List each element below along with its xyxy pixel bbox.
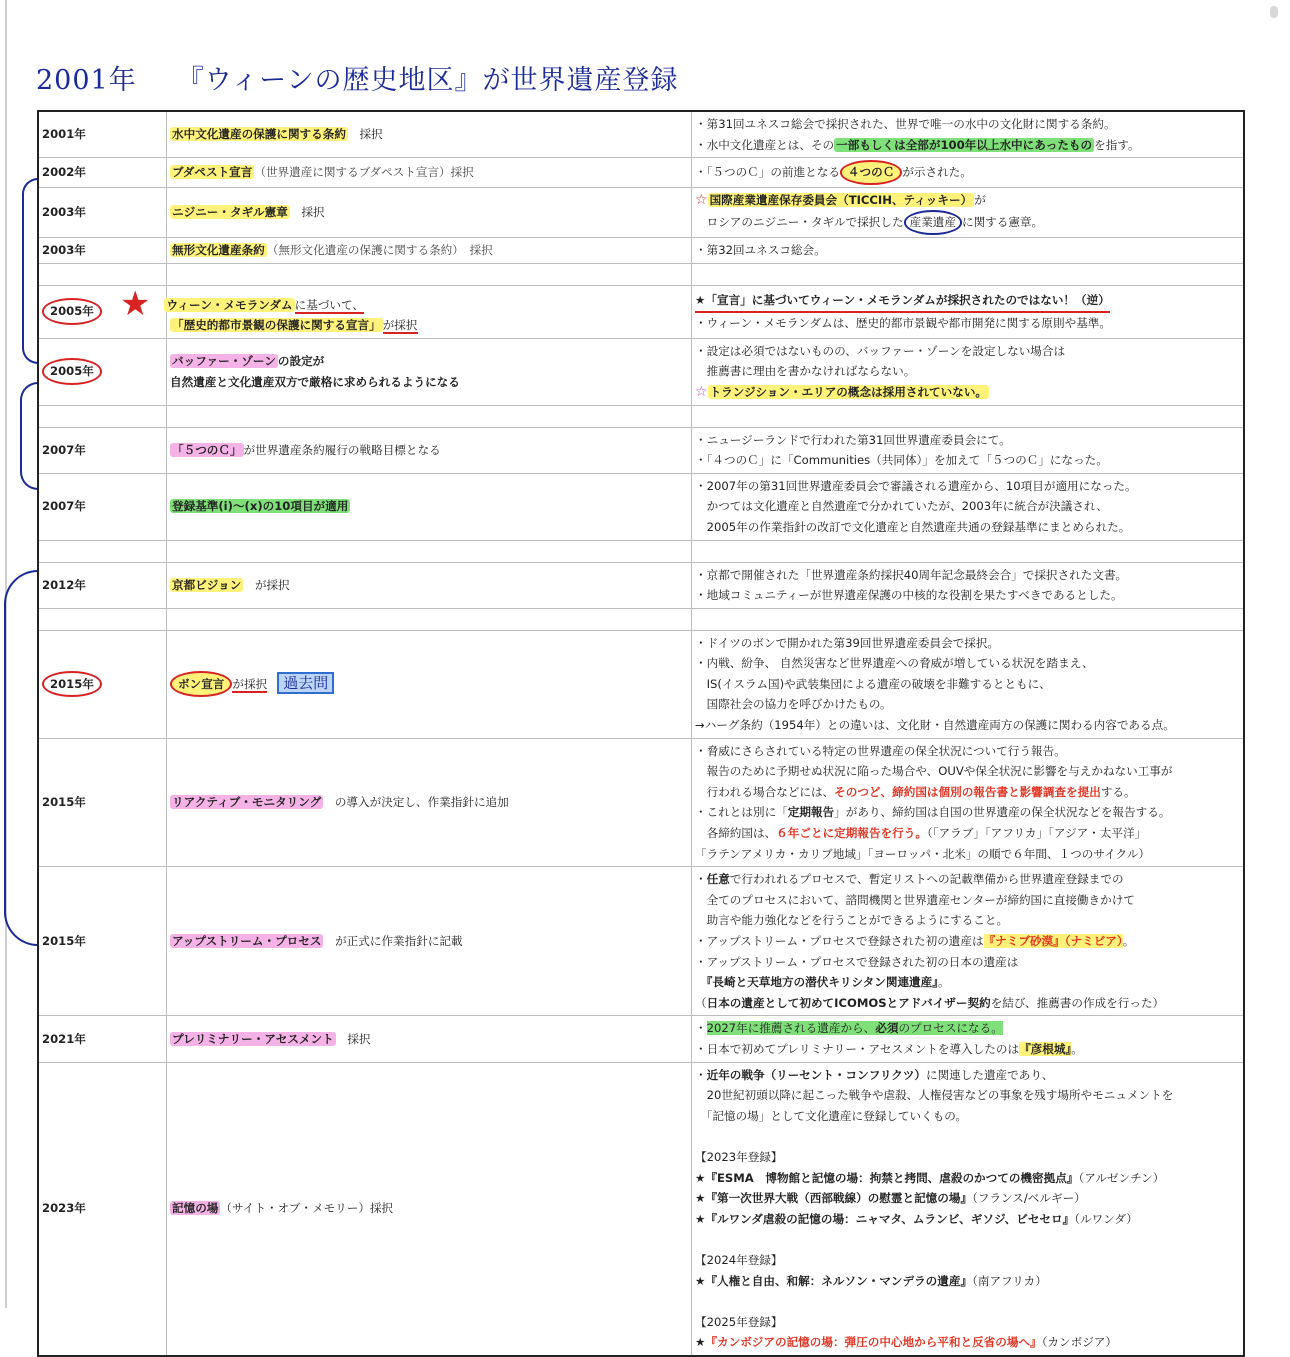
event-name: ブダペスト宣言 <box>172 165 253 180</box>
event-suffix: が正式に作業指針に記載 <box>335 934 463 948</box>
note-line <box>695 496 1240 517</box>
note-line: ・内戦、紛争、 自然災害など世界遺産への脅威が増している状況を踏まえ、 <box>695 656 1094 671</box>
note-highlight: のプロセスになる。 <box>898 1021 1003 1036</box>
event-name: 水中文化遺産の保護に関する条約 <box>172 127 346 142</box>
bracket-2007 <box>20 382 38 490</box>
note-line <box>695 135 1240 156</box>
note-text: が <box>974 192 986 207</box>
event-cell <box>167 338 692 405</box>
event-name: 記憶の場 <box>172 1201 219 1216</box>
event-cell <box>167 562 692 608</box>
note-line: ・アップストリーム・プロセスで登録された初の日本の遺産は <box>695 954 1019 969</box>
note-cell <box>692 158 1245 188</box>
event-name: プレリミナリー・アセスメント <box>172 1031 334 1046</box>
note-text: 各締約国は、 <box>706 826 777 841</box>
note-bold: ★『第一次世界大戦（西部戦線）の慰霊と記憶の場』 <box>695 1191 973 1206</box>
note-line <box>695 1126 1240 1147</box>
year-cell: 2015年 <box>38 738 167 867</box>
note-line <box>695 802 1240 823</box>
note-text: （アルゼンチン） <box>1078 1170 1165 1185</box>
note-highlight: 国際産業遺産保存委員会（TICCIH、ティッキー） <box>709 192 973 207</box>
event-cell <box>167 1062 692 1356</box>
note-line <box>695 1039 1240 1060</box>
note-text: （「アラブ」「アフリカ」「アジア・太平洋」 <box>926 826 1147 841</box>
year-cell: 2007年 <box>38 427 167 473</box>
event-name: 京都ビジョン <box>172 577 242 592</box>
table-row <box>38 338 1244 405</box>
note-text: 」があり、締約国は自国の世界遺産の保全状況などを報告する。 <box>834 805 1171 820</box>
note-line <box>695 1085 1240 1106</box>
note-cell <box>692 1016 1245 1062</box>
note-line <box>695 910 1240 931</box>
bracket-2015 <box>4 570 38 946</box>
note-line: ・2027年に推薦される遺産から、必須のプロセスになる。 <box>695 1021 1003 1036</box>
note-text: 2005年の作業指針の改訂で文化遺産と自然遺産共通の登録基準にまとめられた。 <box>706 519 1131 534</box>
note-text: 行われる場合などには、 <box>706 784 835 799</box>
table-row <box>38 738 1244 867</box>
year-cell: 2003年 <box>38 187 167 237</box>
event-name: バッファー・ゾーン <box>172 354 276 369</box>
note-text: 国際社会の協力を呼びかけたもの。 <box>706 697 892 712</box>
note-line <box>695 823 1240 844</box>
note-highlight: 一部もしくは全部が100年以上水中にあったもの <box>836 137 1093 152</box>
event-cell <box>167 187 692 237</box>
spacer-row <box>38 263 1244 285</box>
handwritten-title <box>36 58 719 106</box>
note-text: ・これとは別に「 <box>695 805 788 820</box>
note-cell <box>692 187 1245 237</box>
note-line <box>695 361 1240 382</box>
event-cell <box>167 237 692 263</box>
note-text: （ <box>695 995 707 1010</box>
table-row <box>38 1016 1244 1062</box>
heritage-timeline-table <box>37 110 1245 1357</box>
event-suffix: が世界遺産条約履行の戦略目標となる <box>243 442 441 457</box>
spacer-row <box>38 405 1244 427</box>
event-cell <box>167 111 692 158</box>
note-line: ・ウィーン・メモランダムは、歴史的都市景観や都市開発に関する原則や基準。 <box>695 315 1111 330</box>
note-highlight-circled: ４つのＣ <box>840 160 902 185</box>
event-suffix: 採択 <box>301 205 325 220</box>
table-row <box>38 111 1244 158</box>
star-icon: ☆ <box>695 383 708 400</box>
note-cell <box>692 562 1245 608</box>
note-text: かつては文化遺産と自然遺産で分かれていたが、2003年に統合が決議され、 <box>706 499 1108 514</box>
note-text: に関連した遺産であり、 <box>925 1067 1054 1082</box>
event-text: に基づいて、 <box>294 297 364 312</box>
note-line: ・地域コミュニティーが世界遺産保護の中核的な役割を果たすべきであるとした。 <box>695 588 1123 603</box>
note-text: 。 <box>1122 934 1135 948</box>
table-row <box>38 237 1244 263</box>
event-suffix: が採択 <box>232 676 268 691</box>
note-line <box>695 694 1240 715</box>
event-name: ウィーン・メモランダム <box>166 297 293 312</box>
note-text: 全てのプロセスにおいて、諮問機関と世界遺産センターが締約国に直接働きかけて <box>706 892 1135 907</box>
note-cell <box>692 427 1245 473</box>
note-line <box>695 1209 1240 1230</box>
note-bold: 『長崎と天草地方の潜伏キリシタン関連遺産』 <box>706 975 939 990</box>
note-line <box>695 1332 1240 1353</box>
spacer-row <box>38 608 1244 630</box>
note-line: ・ニュージーランドで行われた第31回世界遺産委員会にて。 <box>695 432 1011 447</box>
year-cell: 2021年 <box>38 1016 167 1062</box>
note-text: 。 <box>938 975 950 990</box>
note-line <box>695 210 1240 235</box>
note-red: 『ナミブ砂漠』（ナミビア） <box>983 934 1123 948</box>
table-row <box>38 473 1244 540</box>
note-bold: 定期報告 <box>787 805 835 820</box>
note-cell <box>692 111 1245 158</box>
note-line: ★「宣言」に基づいてウィーン・メモランダムが採択されたのではない！（逆） <box>695 290 1110 313</box>
year-cell: 2001年 <box>38 111 167 158</box>
note-line: 【2023年登録】 <box>695 1149 783 1164</box>
event-suffix: 採択 <box>359 127 383 142</box>
note-text: 報告のために予期せぬ状況に陥った場合や、OUVや保全状況に影響を与えかねない工事が <box>706 764 1173 779</box>
note-text: が示された。 <box>902 165 972 180</box>
event-cell <box>120 283 692 338</box>
year-cell: 2003年 <box>38 237 167 263</box>
note-line <box>695 1229 1240 1250</box>
note-line: 【2025年登録】 <box>695 1314 783 1329</box>
event-name: 「歴史的都市景観の保護に関する宣言」 <box>172 318 381 333</box>
note-line: ・2007年の第31回世界遺産委員会で審議される遺産から、10項目が適用になった。 <box>695 478 1137 493</box>
table-row <box>38 187 1244 237</box>
handwritten-text: 『ウィーンの歴史地区』が世界遺産登録 <box>176 65 679 96</box>
note-highlight: 2027年に推薦される遺産から、 <box>706 1021 876 1036</box>
note-line: ・脅威にさらされている特定の世界遺産の保全状況について行う報告。 <box>695 743 1066 758</box>
note-line: ・「４つのＣ」に「Communities（共同体）」を加えて「５つのＣ」になった。 <box>695 453 1108 468</box>
note-line <box>695 782 1240 803</box>
note-text: する。 <box>1100 784 1136 799</box>
note-line <box>695 1271 1240 1292</box>
note-line: ・ドイツのボンで開かれた第39回世界遺産委員会で採択。 <box>695 635 1000 650</box>
event-line <box>120 283 688 324</box>
note-text: で行われれるプロセスで、暫定リストへの記載準備から世界遺産登録までの <box>729 872 1124 887</box>
note-line: ・近年の戦争（リーセント・コンフリクツ）に関連した遺産であり、 <box>695 1067 1054 1082</box>
table-row <box>38 158 1244 188</box>
note-text: 助言や能力強化などを行うことができるようにすること。 <box>706 913 1009 928</box>
year-cell: 2023年 <box>38 1062 167 1356</box>
event-name: 「５つのＣ」 <box>172 442 242 457</box>
handwritten-year: 2001年 <box>36 65 137 96</box>
past-exam-badge: 過去問 <box>277 672 334 694</box>
year-cell: 2012年 <box>38 562 167 608</box>
event-suffix: 採択 <box>347 1031 371 1046</box>
note-text: （フランス/ベルギー） <box>972 1191 1086 1206</box>
note-text: ・水中文化遺産とは、その <box>695 137 835 152</box>
bracket-2003-2005 <box>22 178 38 364</box>
note-text: IS(イスラム国)や武装集団による遺産の破壊を非難するとともに、 <box>706 676 1051 691</box>
event-line <box>170 351 688 372</box>
year-cell <box>38 630 167 738</box>
event-name: アップストリーム・プロセス <box>172 934 322 948</box>
year-cell: 2015年 <box>38 867 167 1016</box>
note-cell: ・第32回ユネスコ総会。 <box>692 237 1245 263</box>
note-bold: ★『ESMA 博物館と記憶の場：拘禁と拷問、虐殺のかつての機密拠点』 <box>695 1170 1079 1185</box>
year-circled: 2005年 <box>42 298 102 325</box>
star-icon: ☆ <box>695 191 708 208</box>
event-suffix: （サイト・オブ・メモリー）採択 <box>220 1201 394 1216</box>
event-cell <box>167 630 692 738</box>
table-row <box>38 562 1244 608</box>
event-cell <box>167 473 692 540</box>
event-cell <box>167 867 692 1016</box>
note-line <box>695 382 1240 403</box>
event-name: 無形文化遺産条約 <box>172 242 265 257</box>
note-line <box>695 761 1240 782</box>
table-row <box>38 630 1244 738</box>
star-icon: ★ <box>120 283 151 324</box>
event-cell <box>167 427 692 473</box>
note-bold: 任意 <box>706 872 730 887</box>
note-text: ・「５つのＣ」の前進となる <box>695 165 840 180</box>
year-cell <box>38 338 167 405</box>
note-red: そのつど、締約国は個別の報告書と影響調査を提出 <box>834 784 1101 799</box>
note-circled: 産業遺産 <box>904 210 962 235</box>
note-bold: 日本の遺産として初めてICOMOSとアドバイザー契約 <box>706 995 991 1010</box>
note-line: 【2024年登録】 <box>695 1252 783 1267</box>
note-cell <box>692 867 1245 1016</box>
table-row <box>38 427 1244 473</box>
note-line <box>695 517 1240 538</box>
note-line: ・設定は必須ではないものの、バッファー・ゾーンを設定しない場合は <box>695 343 1066 358</box>
note-highlight: トランジション・エリアの概念は採用されていない。 <box>709 384 988 399</box>
note-text: 「記憶の場」として文化遺産に登録していくもの。 <box>706 1108 968 1123</box>
note-text: ・アップストリーム・プロセスで登録された初の遺産は <box>695 934 984 948</box>
note-line <box>695 993 1240 1014</box>
note-line: 「ラテンアメリカ・カリブ地域」「ヨーロッパ・北米」の順で６年間、１つのサイクル） <box>695 846 1150 861</box>
note-line <box>695 890 1240 911</box>
note-line <box>695 972 1240 993</box>
table-row <box>38 285 1244 338</box>
event-suffix: の導入が決定し、作業指針に追加 <box>334 795 509 810</box>
event-cell <box>167 158 692 188</box>
note-text: （南アフリカ） <box>972 1273 1047 1288</box>
note-text: を指す。 <box>1094 137 1140 152</box>
note-line <box>695 674 1240 695</box>
note-cell <box>692 1062 1245 1356</box>
note-line: →ハーグ条約（1954年）との違いは、文化財・自然遺産両方の保護に関わる内容である点。 <box>695 718 1175 733</box>
note-cell <box>692 338 1245 405</box>
scrollbar-thumb[interactable] <box>1270 6 1278 18</box>
event-name: ニジニー・タギル憲章 <box>172 205 288 220</box>
note-line: ・京都で開催された「世界遺産条約採択40周年記念最終会合」で採択された文書。 <box>695 567 1128 582</box>
event-name: 登録基準(i)～(x)の10項目が適用 <box>172 499 349 514</box>
table-row <box>38 867 1244 1016</box>
note-text: 20世紀初頭以降に起こった戦争や虐殺、人権侵害などの事象を残す場所やモニュメントを <box>706 1088 1174 1103</box>
year-circled: 2015年 <box>42 671 102 698</box>
year-cell: 2007年 <box>38 473 167 540</box>
note-text: を結び、推薦書の作成を行った） <box>990 995 1165 1010</box>
event-suffix: の設定が <box>277 354 325 369</box>
note-bold: ★『ルワンダ虐殺の記憶の場：ニャマタ、ムランビ、ギソジ、ビセセロ』 <box>695 1211 1075 1226</box>
year-circled: 2005年 <box>42 358 102 385</box>
note-text: ・日本で初めてプレリミナリー・アセスメントを導入したのは <box>695 1041 1020 1056</box>
note-text: （ルワンダ） <box>1074 1211 1138 1226</box>
year-cell: 2002年 <box>38 158 167 188</box>
event-cell <box>167 738 692 867</box>
note-bold: 近年の戦争（リーセント・コンフリクツ） <box>706 1067 926 1082</box>
note-cell <box>692 473 1245 540</box>
note-line <box>695 1291 1240 1312</box>
note-line <box>695 1188 1240 1209</box>
note-red: 『カンボジアの記憶の場：弾圧の中心地から平和と反省の場へ』 <box>705 1335 1042 1350</box>
note-line <box>695 931 1240 952</box>
event-cell <box>167 1016 692 1062</box>
note-bold: ★『人権と自由、和解：ネルソン・マンデラの遺産』 <box>695 1273 973 1288</box>
note-line <box>695 1106 1240 1127</box>
event-name-circled: ボン宣言 <box>170 671 232 698</box>
note-bold: ★ <box>695 1335 706 1350</box>
note-red: ６年ごとに定期報告を行う。 <box>776 826 927 841</box>
note-bold: 必須 <box>875 1021 899 1036</box>
event-suffix: （世界遺産に関するブダペスト宣言）採択 <box>254 165 474 180</box>
event-suffix: （無形文化遺産の保護に関する条約） 採択 <box>266 242 493 257</box>
note-text: （カンボジア） <box>1041 1335 1117 1350</box>
event-line <box>170 315 688 336</box>
event-line: 自然遺産と文化遺産双方で厳格に求められるようになる <box>170 374 460 389</box>
note-line: ・第31回ユネスコ総会で採択された、世界で唯一の水中の文化財に関する条約。 <box>695 117 1116 131</box>
spacer-row <box>38 540 1244 562</box>
note-bold: 『彦根城』 <box>1019 1041 1072 1056</box>
event-suffix: が採択 <box>382 318 418 333</box>
note-cell <box>692 285 1245 338</box>
note-cell <box>692 738 1245 867</box>
event-suffix: が採択 <box>254 577 290 592</box>
note-cell <box>692 630 1245 738</box>
note-line <box>695 1168 1240 1189</box>
note-line <box>695 190 1240 211</box>
note-text: ロシアのニジニー・タギルで採択した <box>706 215 904 230</box>
note-line: ・任意で行われれるプロセスで、暫定リストへの記載準備から世界遺産登録までの <box>695 872 1124 887</box>
note-text: 。 <box>1071 1041 1083 1056</box>
note-text: 推薦書に理由を書かなければならない。 <box>706 364 916 379</box>
table-row <box>38 1062 1244 1356</box>
note-text: に関する憲章。 <box>961 215 1044 230</box>
event-name: リアクティブ・モニタリング <box>172 795 322 810</box>
